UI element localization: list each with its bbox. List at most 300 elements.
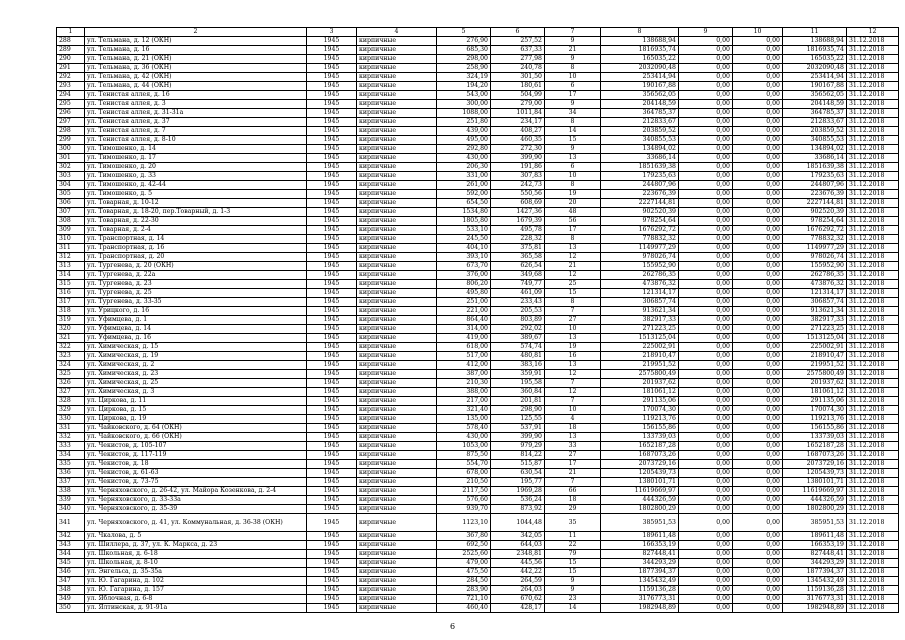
cell-value-col-11: 1652187,28	[783, 442, 847, 451]
cell-living-area: 2348,81	[491, 550, 545, 559]
cell-value-col-9: 0,00	[679, 136, 733, 145]
cell-total-area: 404,10	[437, 244, 491, 253]
cell-residents: 19	[545, 190, 601, 199]
cell-row-number: 336	[57, 469, 85, 478]
cell-year-built: 1945	[307, 289, 357, 298]
cell-total-area: 393,10	[437, 253, 491, 262]
cell-value-col-9: 0,00	[679, 145, 733, 154]
cell-year-built: 1945	[307, 343, 357, 352]
cell-living-area: 359,91	[491, 370, 545, 379]
cell-wall-material: кирпичные	[357, 91, 437, 100]
cell-row-number: 340	[57, 505, 85, 514]
cell-living-area: 205,53	[491, 307, 545, 316]
cell-value-col-9: 0,00	[679, 208, 733, 217]
cell-date: 31.12.2018	[847, 370, 899, 379]
cell-value-col-11: 382917,33	[783, 316, 847, 325]
cell-value-col-9: 0,00	[679, 325, 733, 334]
cell-year-built: 1945	[307, 550, 357, 559]
cell-row-number: 335	[57, 460, 85, 469]
cell-living-area: 277,98	[491, 55, 545, 64]
table-row	[57, 487, 899, 496]
cell-wall-material: кирпичные	[357, 118, 437, 127]
cell-value-col-9: 0,00	[679, 397, 733, 406]
cell-row-number: 304	[57, 181, 85, 190]
cell-row-number: 296	[57, 109, 85, 118]
cell-living-area: 536,24	[491, 496, 545, 505]
cell-value-col-9: 0,00	[679, 595, 733, 604]
cell-cost-value: 203859,52	[601, 127, 679, 136]
cell-year-built: 1945	[307, 253, 357, 262]
cell-value-col-9: 0,00	[679, 361, 733, 370]
cell-date: 31.12.2018	[847, 217, 899, 226]
cell-year-built: 1945	[307, 64, 357, 73]
cell-date: 31.12.2018	[847, 388, 899, 397]
cell-value-col-10: 0,00	[733, 91, 783, 100]
cell-address: ул. Чайковского, д. 64 (ОКН)	[85, 424, 307, 433]
cell-wall-material: кирпичные	[357, 244, 437, 253]
cell-year-built: 1945	[307, 154, 357, 163]
cell-year-built: 1945	[307, 478, 357, 487]
cell-value-col-10: 0,00	[733, 271, 783, 280]
cell-living-area: 408,27	[491, 127, 545, 136]
cell-total-area: 245,50	[437, 235, 491, 244]
cell-wall-material: кирпичные	[357, 154, 437, 163]
cell-wall-material: кирпичные	[357, 46, 437, 55]
cell-address: ул. Уфимцева, д. 16	[85, 334, 307, 343]
cell-cost-value: 385951,53	[601, 514, 679, 532]
cell-cost-value: 253414,94	[601, 73, 679, 82]
cell-value-col-11: 291135,06	[783, 397, 847, 406]
cell-residents: 22	[545, 541, 601, 550]
cell-living-area: 125,55	[491, 415, 545, 424]
cell-living-area: 1969,28	[491, 487, 545, 496]
cell-wall-material: кирпичные	[357, 37, 437, 46]
cell-year-built: 1945	[307, 199, 357, 208]
table-row	[57, 550, 899, 559]
cell-wall-material: кирпичные	[357, 352, 437, 361]
cell-value-col-9: 0,00	[679, 532, 733, 541]
cell-year-built: 1945	[307, 100, 357, 109]
cell-value-col-10: 0,00	[733, 370, 783, 379]
cell-residents: 25	[545, 280, 601, 289]
cell-value-col-10: 0,00	[733, 82, 783, 91]
cell-year-built: 1945	[307, 181, 357, 190]
cell-wall-material: кирпичные	[357, 496, 437, 505]
cell-total-area: 258,90	[437, 64, 491, 73]
cell-cost-value: 218910,47	[601, 352, 679, 361]
table-row	[57, 478, 899, 487]
cell-row-number: 348	[57, 586, 85, 595]
cell-cost-value: 138688,94	[601, 37, 679, 46]
column-header: 10	[733, 28, 783, 37]
cell-cost-value: 179235,63	[601, 172, 679, 181]
cell-address: ул. Химическая, д. 23	[85, 370, 307, 379]
cell-value-col-9: 0,00	[679, 514, 733, 532]
cell-value-col-9: 0,00	[679, 478, 733, 487]
cell-cost-value: 978254,64	[601, 217, 679, 226]
cell-address: ул. Химическая, д. 3	[85, 388, 307, 397]
cell-living-area: 803,89	[491, 316, 545, 325]
cell-total-area: 430,00	[437, 154, 491, 163]
cell-living-area: 389,67	[491, 334, 545, 343]
cell-date: 31.12.2018	[847, 469, 899, 478]
cell-total-area: 1123,10	[437, 514, 491, 532]
cell-cost-value: 978026,74	[601, 253, 679, 262]
cell-value-col-11: 223676,39	[783, 190, 847, 199]
cell-date: 31.12.2018	[847, 163, 899, 172]
cell-cost-value: 778832,32	[601, 235, 679, 244]
cell-living-area: 195,58	[491, 379, 545, 388]
cell-date: 31.12.2018	[847, 307, 899, 316]
cell-cost-value: 1380101,71	[601, 478, 679, 487]
table-row	[57, 271, 899, 280]
cell-cost-value: 166353,19	[601, 541, 679, 550]
cell-wall-material: кирпичные	[357, 442, 437, 451]
cell-year-built: 1945	[307, 406, 357, 415]
table-row	[57, 415, 899, 424]
cell-value-col-9: 0,00	[679, 451, 733, 460]
table-row	[57, 568, 899, 577]
cell-date: 31.12.2018	[847, 352, 899, 361]
cell-value-col-11: 340855,53	[783, 136, 847, 145]
cell-residents: 15	[545, 568, 601, 577]
cell-living-area: 979,29	[491, 442, 545, 451]
cell-total-area: 1088,00	[437, 109, 491, 118]
cell-value-col-9: 0,00	[679, 253, 733, 262]
cell-total-area: 324,19	[437, 73, 491, 82]
cell-date: 31.12.2018	[847, 451, 899, 460]
cell-value-col-9: 0,00	[679, 586, 733, 595]
table-row	[57, 442, 899, 451]
cell-address: ул. Тургенева, д. 25	[85, 289, 307, 298]
cell-cost-value: 1676292,72	[601, 226, 679, 235]
cell-cost-value: 344293,29	[601, 559, 679, 568]
cell-date: 31.12.2018	[847, 172, 899, 181]
cell-address: ул. Чекистов, д. 61-63	[85, 469, 307, 478]
cell-cost-value: 212833,67	[601, 118, 679, 127]
table-row	[57, 334, 899, 343]
cell-value-col-10: 0,00	[733, 577, 783, 586]
cell-value-col-9: 0,00	[679, 154, 733, 163]
cell-wall-material: кирпичные	[357, 595, 437, 604]
cell-row-number: 300	[57, 145, 85, 154]
cell-cost-value: 913621,34	[601, 307, 679, 316]
cell-row-number: 292	[57, 73, 85, 82]
cell-total-area: 2117,50	[437, 487, 491, 496]
cell-year-built: 1945	[307, 244, 357, 253]
cell-living-area: 1679,39	[491, 217, 545, 226]
table-row	[57, 433, 899, 442]
column-header: 5	[437, 28, 491, 37]
cell-value-col-9: 0,00	[679, 496, 733, 505]
cell-year-built: 1945	[307, 46, 357, 55]
cell-value-col-11: 170074,30	[783, 406, 847, 415]
cell-address: ул. Тенистая аллея, д. 7	[85, 127, 307, 136]
cell-date: 31.12.2018	[847, 487, 899, 496]
cell-residents: 8	[545, 118, 601, 127]
cell-cost-value: 189611,48	[601, 532, 679, 541]
cell-residents: 11	[545, 532, 601, 541]
cell-value-col-9: 0,00	[679, 64, 733, 73]
cell-value-col-11: 1802800,29	[783, 505, 847, 514]
table-row	[57, 379, 899, 388]
cell-total-area: 251,80	[437, 118, 491, 127]
cell-cost-value: 1345432,49	[601, 577, 679, 586]
cell-wall-material: кирпичные	[357, 514, 437, 532]
cell-row-number: 338	[57, 487, 85, 496]
cell-date: 31.12.2018	[847, 82, 899, 91]
cell-cost-value: 444326,59	[601, 496, 679, 505]
cell-wall-material: кирпичные	[357, 559, 437, 568]
cell-value-col-10: 0,00	[733, 37, 783, 46]
table-row	[57, 316, 899, 325]
table-row	[57, 460, 899, 469]
cell-address: ул. Транспортная, д. 20	[85, 253, 307, 262]
table-row	[57, 424, 899, 433]
cell-cost-value: 1205439,73	[601, 469, 679, 478]
cell-cost-value: 225002,91	[601, 343, 679, 352]
cell-wall-material: кирпичные	[357, 307, 437, 316]
cell-date: 31.12.2018	[847, 109, 899, 118]
cell-value-col-9: 0,00	[679, 541, 733, 550]
cell-value-col-10: 0,00	[733, 532, 783, 541]
cell-value-col-10: 0,00	[733, 352, 783, 361]
cell-value-col-11: 225002,91	[783, 343, 847, 352]
cell-residents: 8	[545, 64, 601, 73]
cell-living-area: 445,56	[491, 559, 545, 568]
cell-cost-value: 33686,14	[601, 154, 679, 163]
cell-cost-value: 1877394,37	[601, 568, 679, 577]
cell-total-area: 692,50	[437, 541, 491, 550]
cell-total-area: 673,70	[437, 262, 491, 271]
cell-wall-material: кирпичные	[357, 568, 437, 577]
cell-total-area: 864,40	[437, 316, 491, 325]
cell-wall-material: кирпичные	[357, 181, 437, 190]
cell-wall-material: кирпичные	[357, 406, 437, 415]
cell-date: 31.12.2018	[847, 433, 899, 442]
cell-address: ул. Товарная, д. 22-30	[85, 217, 307, 226]
table-row	[57, 343, 899, 352]
cell-residents: 6	[545, 163, 601, 172]
cell-date: 31.12.2018	[847, 442, 899, 451]
cell-date: 31.12.2018	[847, 100, 899, 109]
cell-cost-value: 2032090,48	[601, 64, 679, 73]
cell-address: ул. Тельмана, д. 21 (ОКН)	[85, 55, 307, 64]
cell-total-area: 495,00	[437, 136, 491, 145]
cell-wall-material: кирпичные	[357, 109, 437, 118]
cell-value-col-11: 364785,37	[783, 109, 847, 118]
cell-value-col-10: 0,00	[733, 487, 783, 496]
cell-cost-value: 2073729,16	[601, 460, 679, 469]
cell-wall-material: кирпичные	[357, 325, 437, 334]
cell-total-area: 367,80	[437, 532, 491, 541]
cell-date: 31.12.2018	[847, 244, 899, 253]
cell-total-area: 251,00	[437, 298, 491, 307]
cell-value-col-11: 166353,19	[783, 541, 847, 550]
table-row	[57, 46, 899, 55]
cell-date: 31.12.2018	[847, 145, 899, 154]
cell-wall-material: кирпичные	[357, 253, 437, 262]
cell-cost-value: 1816935,74	[601, 46, 679, 55]
cell-date: 31.12.2018	[847, 118, 899, 127]
cell-cost-value: 165035,22	[601, 55, 679, 64]
cell-wall-material: кирпичные	[357, 280, 437, 289]
cell-total-area: 592,00	[437, 190, 491, 199]
cell-residents: 9	[545, 37, 601, 46]
cell-living-area: 201,81	[491, 397, 545, 406]
cell-year-built: 1945	[307, 487, 357, 496]
cell-living-area: 480,81	[491, 352, 545, 361]
cell-address: ул. Химическая, д. 15	[85, 343, 307, 352]
cell-value-col-10: 0,00	[733, 595, 783, 604]
cell-value-col-11: 978026,74	[783, 253, 847, 262]
table-row	[57, 541, 899, 550]
cell-address: ул. Транспортная, д. 14	[85, 235, 307, 244]
cell-address: ул. Товарная, д. 18-20, пер.Товарный, д. 1-3	[85, 208, 307, 217]
cell-value-col-9: 0,00	[679, 37, 733, 46]
cell-residents: 12	[545, 253, 601, 262]
cell-value-col-11: 1676292,72	[783, 226, 847, 235]
cell-year-built: 1945	[307, 370, 357, 379]
cell-date: 31.12.2018	[847, 73, 899, 82]
cell-total-area: 1534,80	[437, 208, 491, 217]
cell-value-col-10: 0,00	[733, 226, 783, 235]
cell-living-area: 515,87	[491, 460, 545, 469]
cell-value-col-9: 0,00	[679, 289, 733, 298]
cell-value-col-11: 1513125,04	[783, 334, 847, 343]
table-row	[57, 280, 899, 289]
cell-value-col-10: 0,00	[733, 388, 783, 397]
cell-date: 31.12.2018	[847, 397, 899, 406]
cell-living-area: 292,02	[491, 325, 545, 334]
table-row	[57, 505, 899, 514]
cell-value-col-9: 0,00	[679, 577, 733, 586]
cell-row-number: 341	[57, 514, 85, 532]
cell-row-number: 291	[57, 64, 85, 73]
cell-year-built: 1945	[307, 352, 357, 361]
cell-wall-material: кирпичные	[357, 379, 437, 388]
cell-value-col-10: 0,00	[733, 361, 783, 370]
cell-date: 31.12.2018	[847, 46, 899, 55]
cell-wall-material: кирпичные	[357, 370, 437, 379]
table-row	[57, 127, 899, 136]
cell-wall-material: кирпичные	[357, 433, 437, 442]
cell-living-area: 1427,36	[491, 208, 545, 217]
cell-value-col-9: 0,00	[679, 73, 733, 82]
cell-living-area: 442,22	[491, 568, 545, 577]
table-row	[57, 190, 899, 199]
cell-living-area: 1044,48	[491, 514, 545, 532]
cell-address: ул. Тенистая аллея, д. 31-31а	[85, 109, 307, 118]
cell-total-area: 206,30	[437, 163, 491, 172]
cell-value-col-9: 0,00	[679, 82, 733, 91]
cell-date: 31.12.2018	[847, 361, 899, 370]
cell-year-built: 1945	[307, 469, 357, 478]
cell-residents: 12	[545, 388, 601, 397]
cell-year-built: 1945	[307, 127, 357, 136]
cell-value-col-11: 1159136,28	[783, 586, 847, 595]
table-row	[57, 370, 899, 379]
cell-value-col-11: 33686,14	[783, 154, 847, 163]
cell-living-area: 1011,84	[491, 109, 545, 118]
cell-address: ул. Чекистов, д. 18	[85, 460, 307, 469]
cell-value-col-10: 0,00	[733, 559, 783, 568]
cell-value-col-11: 179235,63	[783, 172, 847, 181]
cell-value-col-11: 2073729,16	[783, 460, 847, 469]
cell-value-col-9: 0,00	[679, 568, 733, 577]
cell-total-area: 331,00	[437, 172, 491, 181]
cell-value-col-10: 0,00	[733, 379, 783, 388]
cell-total-area: 2525,60	[437, 550, 491, 559]
cell-cost-value: 223676,39	[601, 190, 679, 199]
cell-row-number: 301	[57, 154, 85, 163]
cell-residents: 17	[545, 460, 601, 469]
cell-value-col-11: 181061,12	[783, 388, 847, 397]
cell-date: 31.12.2018	[847, 271, 899, 280]
cell-value-col-10: 0,00	[733, 190, 783, 199]
cell-year-built: 1945	[307, 262, 357, 271]
cell-living-area: 608,69	[491, 199, 545, 208]
cell-residents: 14	[545, 604, 601, 613]
cell-value-col-11: 11619669,97	[783, 487, 847, 496]
cell-residents: 10	[545, 325, 601, 334]
cell-residents: 56	[545, 217, 601, 226]
cell-row-number: 349	[57, 595, 85, 604]
cell-residents: 12	[545, 370, 601, 379]
cell-year-built: 1945	[307, 577, 357, 586]
cell-value-col-9: 0,00	[679, 505, 733, 514]
cell-value-col-9: 0,00	[679, 91, 733, 100]
cell-value-col-11: 2575800,49	[783, 370, 847, 379]
cell-cost-value: 156155,86	[601, 424, 679, 433]
cell-total-area: 298,00	[437, 55, 491, 64]
cell-address: ул. Энгельса, д. 35-35а	[85, 568, 307, 577]
cell-cost-value: 306857,74	[601, 298, 679, 307]
cell-residents: 21	[545, 262, 601, 271]
cell-value-col-9: 0,00	[679, 334, 733, 343]
cell-total-area: 261,00	[437, 181, 491, 190]
cell-value-col-10: 0,00	[733, 298, 783, 307]
cell-wall-material: кирпичные	[357, 100, 437, 109]
cell-cost-value: 356562,05	[601, 91, 679, 100]
cell-address: ул. Чайковского, д. 66 (ОКН)	[85, 433, 307, 442]
cell-value-col-11: 201937,62	[783, 379, 847, 388]
table-body	[57, 37, 899, 613]
cell-cost-value: 134894,02	[601, 145, 679, 154]
cell-year-built: 1945	[307, 568, 357, 577]
cell-value-col-9: 0,00	[679, 469, 733, 478]
cell-year-built: 1945	[307, 433, 357, 442]
cell-value-col-10: 0,00	[733, 253, 783, 262]
cell-residents: 17	[545, 226, 601, 235]
cell-total-area: 387,00	[437, 370, 491, 379]
cell-residents: 6	[545, 82, 601, 91]
cell-address: ул. Чекистов, д. 73-75	[85, 478, 307, 487]
cell-wall-material: кирпичные	[357, 550, 437, 559]
cell-row-number: 306	[57, 199, 85, 208]
cell-value-col-9: 0,00	[679, 487, 733, 496]
cell-residents: 12	[545, 271, 601, 280]
cell-total-area: 517,00	[437, 352, 491, 361]
cell-value-col-10: 0,00	[733, 496, 783, 505]
cell-cost-value: 1851639,38	[601, 163, 679, 172]
cell-value-col-10: 0,00	[733, 541, 783, 550]
cell-value-col-11: 204148,59	[783, 100, 847, 109]
cell-date: 31.12.2018	[847, 478, 899, 487]
cell-row-number: 350	[57, 604, 85, 613]
cell-value-col-10: 0,00	[733, 172, 783, 181]
table-row	[57, 226, 899, 235]
